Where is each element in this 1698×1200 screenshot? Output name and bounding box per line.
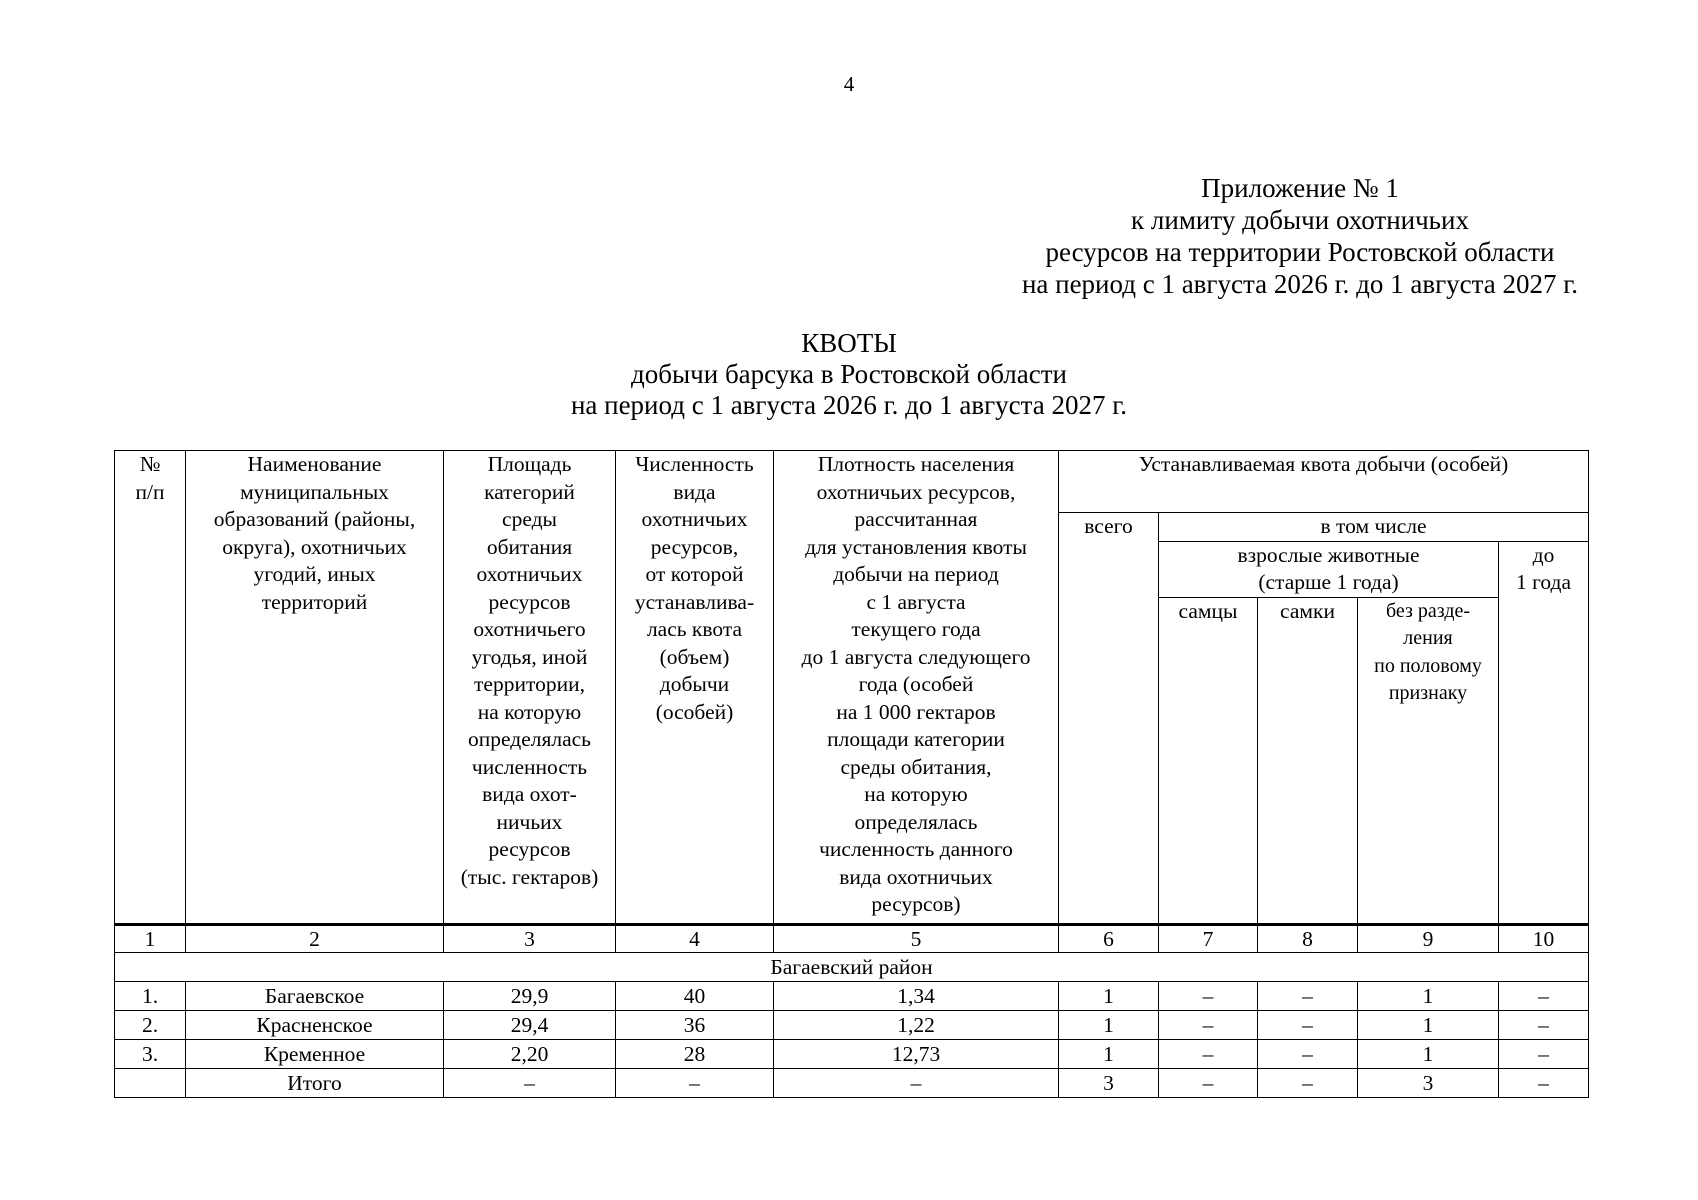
column-number: 4 [616, 924, 774, 952]
column-number: 2 [186, 924, 444, 952]
header-under-1-year: до 1 года [1499, 541, 1589, 924]
header-name: Наименование муниципальных образований (районы, округа), охотничьих угодий, иных территорий [186, 451, 444, 925]
row-females: – [1258, 981, 1358, 1010]
quota-table [114, 450, 1589, 1098]
page-number: 4 [843, 72, 855, 96]
row-count: 40 [616, 981, 774, 1010]
row-count: 36 [616, 1010, 774, 1039]
column-number: 9 [1358, 924, 1499, 952]
appendix-block [1000, 172, 1600, 300]
row-total: 1 [1059, 981, 1159, 1010]
total-row-under-1: – [1499, 1068, 1589, 1097]
header-quota: Устанавливаемая квота добычи (особей) [1059, 451, 1589, 513]
total-row [115, 1068, 1589, 1097]
column-number: 5 [774, 924, 1059, 952]
row-density: 1,34 [774, 981, 1059, 1010]
row-count: 28 [616, 1039, 774, 1068]
title-line: на период с 1 августа 2026 г. до 1 августа 2027 г. [570, 390, 1128, 420]
row-under-1: – [1499, 1010, 1589, 1039]
row-females: – [1258, 1039, 1358, 1068]
total-row-no-sex: 3 [1358, 1068, 1499, 1097]
table-row [115, 981, 1589, 1010]
row-females: – [1258, 1010, 1358, 1039]
row-number: 2. [115, 1010, 186, 1039]
header-density: Плотность населения охотничьих ресурсов, рассчитанная для установления квоты добычи на период с 1 августа текущего года до 1 августа следующего года (особей на 1 000 гектаров площади категории среды обитания, на которую определялась численность данного вида охотничьих ресурсов) [774, 451, 1059, 925]
appendix-line: к лимиту добычи охотничьих [1131, 205, 1469, 235]
header-area: Площадь категорий среды обитания охотничьих ресурсов охотничьего угодья, иной территории, на которую определялась численность вида охот- ничьих ресурсов (тыс. гектаров) [444, 451, 616, 925]
column-number: 8 [1258, 924, 1358, 952]
row-area: 29,4 [444, 1010, 616, 1039]
row-name: Красненское [186, 1010, 444, 1039]
total-row-density: – [774, 1068, 1059, 1097]
header-males: самцы [1159, 597, 1258, 924]
row-no-sex: 1 [1358, 1010, 1499, 1039]
header-count: Численность вида охотничьих ресурсов, от которой устанавлива- лась квота (объем) добычи (особей) [616, 451, 774, 925]
total-row-total: 3 [1059, 1068, 1159, 1097]
total-row-males: – [1159, 1068, 1258, 1097]
total-row-area: – [444, 1068, 616, 1097]
column-number: 3 [444, 924, 616, 952]
row-area: 29,9 [444, 981, 616, 1010]
header-including: в том числе [1159, 513, 1589, 542]
section-heading: Багаевский район [115, 952, 1589, 981]
row-total: 1 [1059, 1039, 1159, 1068]
total-row-count: – [616, 1068, 774, 1097]
total-row-label: Итого [186, 1068, 444, 1097]
row-name: Багаевское [186, 981, 444, 1010]
row-number: 1. [115, 981, 186, 1010]
header-no-sex: без разде- ления по половому признаку [1358, 597, 1499, 924]
row-males: – [1159, 981, 1258, 1010]
table-row [115, 1010, 1589, 1039]
title-line: КВОТЫ [801, 328, 897, 358]
row-no-sex: 1 [1358, 981, 1499, 1010]
row-density: 1,22 [774, 1010, 1059, 1039]
row-name: Кременное [186, 1039, 444, 1068]
appendix-line: ресурсов на территории Ростовской области [1045, 237, 1555, 267]
column-number-row [115, 924, 1589, 952]
total-row-females: – [1258, 1068, 1358, 1097]
header-females: самки [1258, 597, 1358, 924]
row-area: 2,20 [444, 1039, 616, 1068]
header-adults: взрослые животные (старше 1 года) [1159, 541, 1499, 597]
column-number: 1 [115, 924, 186, 952]
header-num: № п/п [115, 451, 186, 925]
row-no-sex: 1 [1358, 1039, 1499, 1068]
row-males: – [1159, 1039, 1258, 1068]
row-males: – [1159, 1010, 1258, 1039]
row-under-1: – [1499, 1039, 1589, 1068]
table-row [115, 1039, 1589, 1068]
row-under-1: – [1499, 981, 1589, 1010]
title-line: добычи барсука в Ростовской области [631, 359, 1067, 389]
header-total: всего [1059, 513, 1159, 925]
column-number: 6 [1059, 924, 1159, 952]
row-total: 1 [1059, 1010, 1159, 1039]
column-number: 10 [1499, 924, 1589, 952]
appendix-line: Приложение № 1 [1201, 173, 1399, 203]
row-number: 3. [115, 1039, 186, 1068]
row-density: 12,73 [774, 1039, 1059, 1068]
document-title [0, 328, 1698, 421]
column-number: 7 [1159, 924, 1258, 952]
appendix-line: на период с 1 августа 2026 г. до 1 августа 2027 г. [1021, 269, 1579, 299]
total-row-number [115, 1068, 186, 1097]
